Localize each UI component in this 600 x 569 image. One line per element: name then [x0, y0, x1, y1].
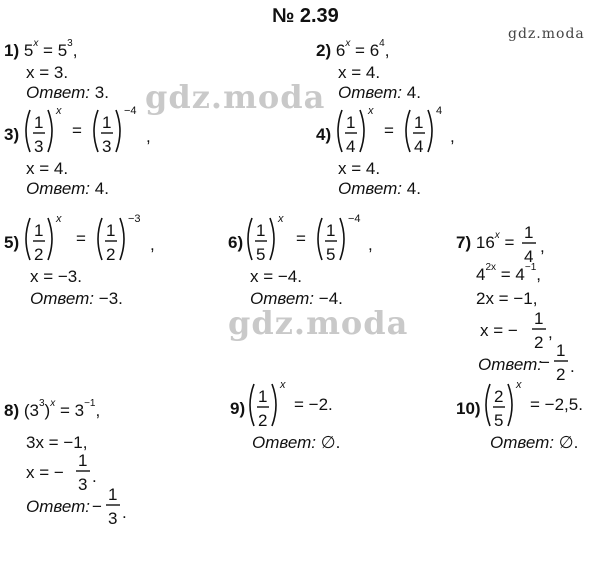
svg-text:3: 3: [78, 475, 88, 494]
problem-8-line1: 8) $(3^3)^x = 3^{-1}$,: [4, 398, 101, 420]
svg-text:2: 2: [556, 365, 566, 384]
svg-text:x = −: x = −: [480, 321, 518, 340]
svg-text:1: 1: [556, 341, 566, 360]
svg-text:−: −: [540, 353, 550, 372]
problem-5-number: 5): [4, 233, 20, 252]
problem-1-number: 1): [4, 41, 20, 60]
svg-text:x: x: [278, 213, 284, 225]
svg-text:5: 5: [326, 245, 336, 264]
watermark-top: gdz.moda: [145, 78, 326, 116]
svg-text:= −2,5.: = −2,5.: [530, 395, 583, 414]
svg-text:1: 1: [108, 485, 118, 504]
svg-text:3: 3: [102, 137, 112, 156]
problem-4-answer: Ответ: 4.: [338, 179, 421, 198]
problem-6-number: 6): [228, 233, 244, 252]
svg-text:1: 1: [106, 221, 116, 240]
svg-text:1: 1: [534, 309, 544, 328]
problem-7-line1: 7) $16^x$ =: [456, 230, 515, 252]
problem-7-step3: 2x = −1,: [476, 289, 538, 308]
svg-text:x: x: [280, 379, 286, 391]
svg-text:5: 5: [256, 245, 266, 264]
svg-text:x: x: [368, 105, 374, 117]
problem-10-equation: [480, 376, 598, 434]
problem-2-answer: Ответ: 4.: [338, 83, 421, 102]
svg-text:x: x: [56, 213, 62, 225]
svg-text:,: ,: [450, 127, 455, 146]
svg-text:4: 4: [524, 247, 534, 266]
watermark-small: gdz.moda: [508, 26, 585, 42]
svg-text:,: ,: [150, 235, 155, 254]
problem-5-answer: Ответ: −3.: [30, 289, 123, 308]
problem-7-answer: Ответ:: [478, 355, 543, 374]
svg-text:−4: −4: [124, 105, 137, 117]
svg-text:x: x: [56, 105, 62, 117]
svg-text:1: 1: [524, 223, 534, 242]
svg-text:,: ,: [368, 235, 373, 254]
svg-text:.: .: [122, 503, 127, 522]
svg-text:5: 5: [494, 411, 504, 430]
problem-1-line1: 1) $5^x = 5^3$,: [4, 38, 78, 60]
svg-text:=: =: [72, 121, 82, 140]
svg-text:2: 2: [534, 333, 544, 352]
problem-5-step: x = −3.: [30, 267, 82, 286]
svg-text:1: 1: [258, 387, 268, 406]
problem-8-answer-value: [90, 484, 140, 534]
svg-text:3: 3: [34, 137, 44, 156]
problem-4-equation: [332, 102, 472, 160]
svg-text:1: 1: [256, 221, 266, 240]
svg-text:1: 1: [34, 221, 44, 240]
problem-10-number: 10): [456, 399, 481, 418]
svg-text:2: 2: [106, 245, 116, 264]
svg-text:.: .: [92, 467, 97, 486]
svg-text:−: −: [92, 497, 102, 516]
svg-text:1: 1: [346, 113, 356, 132]
svg-text:1: 1: [102, 113, 112, 132]
svg-text:4: 4: [414, 137, 424, 156]
svg-text:2: 2: [34, 245, 44, 264]
svg-text:−4: −4: [348, 213, 361, 225]
svg-text:x: x: [516, 379, 522, 391]
problem-9-equation: [244, 376, 354, 434]
svg-text:=: =: [76, 229, 86, 248]
problem-2-line1: 2) $6^x = 6^4$,: [316, 38, 390, 60]
svg-text:2: 2: [494, 387, 504, 406]
problem-6-step: x = −4.: [250, 267, 302, 286]
svg-text:1: 1: [414, 113, 424, 132]
problem-3-step: x = 4.: [26, 159, 69, 178]
problem-1-step: x = 3.: [26, 63, 69, 82]
watermark-middle: gdz.moda: [228, 304, 409, 342]
problem-7-fraction: [520, 222, 560, 266]
problem-9-answer: Ответ: ∅.: [252, 433, 341, 452]
problem-2-step: x = 4.: [338, 63, 381, 82]
problem-2-number: 2): [316, 41, 332, 60]
problem-3-number: 3): [4, 125, 20, 144]
problem-4-step: x = 4.: [338, 159, 381, 178]
problem-3-answer: Ответ: 4.: [26, 179, 109, 198]
problem-10-answer: Ответ: ∅.: [490, 433, 579, 452]
svg-text:2: 2: [258, 411, 268, 430]
svg-text:=: =: [384, 121, 394, 140]
problem-8-answer: Ответ:: [26, 497, 91, 516]
svg-text:1: 1: [78, 451, 88, 470]
svg-text:1: 1: [326, 221, 336, 240]
problem-7-number: 7): [456, 233, 472, 252]
problem-8-step2: 3x = −1,: [26, 433, 88, 452]
svg-text:1: 1: [34, 113, 44, 132]
svg-text:,: ,: [146, 127, 151, 146]
problem-8-number: 8): [4, 401, 20, 420]
svg-text:4: 4: [436, 105, 443, 117]
problem-6-equation: [242, 210, 392, 268]
problem-4-number: 4): [316, 125, 332, 144]
problem-5-equation: [20, 210, 170, 268]
svg-text:= −2.: = −2.: [294, 395, 333, 414]
svg-text:3: 3: [108, 509, 118, 528]
svg-text:−3: −3: [128, 213, 141, 225]
problem-6-answer: Ответ: −4.: [250, 289, 343, 308]
problem-title: № 2.39: [272, 5, 339, 27]
svg-text:=: =: [296, 229, 306, 248]
svg-text:,: ,: [548, 323, 553, 342]
problem-7-step2: $4^{2x} = 4^{-1}$,: [476, 262, 542, 284]
problem-9-number: 9): [230, 399, 246, 418]
svg-text:.: .: [570, 357, 575, 376]
svg-text:x = −: x = −: [26, 463, 64, 482]
svg-text:,: ,: [540, 237, 545, 256]
problem-3-equation: [20, 102, 160, 160]
problem-1-answer: Ответ: 3.: [26, 83, 109, 102]
svg-text:4: 4: [346, 137, 356, 156]
